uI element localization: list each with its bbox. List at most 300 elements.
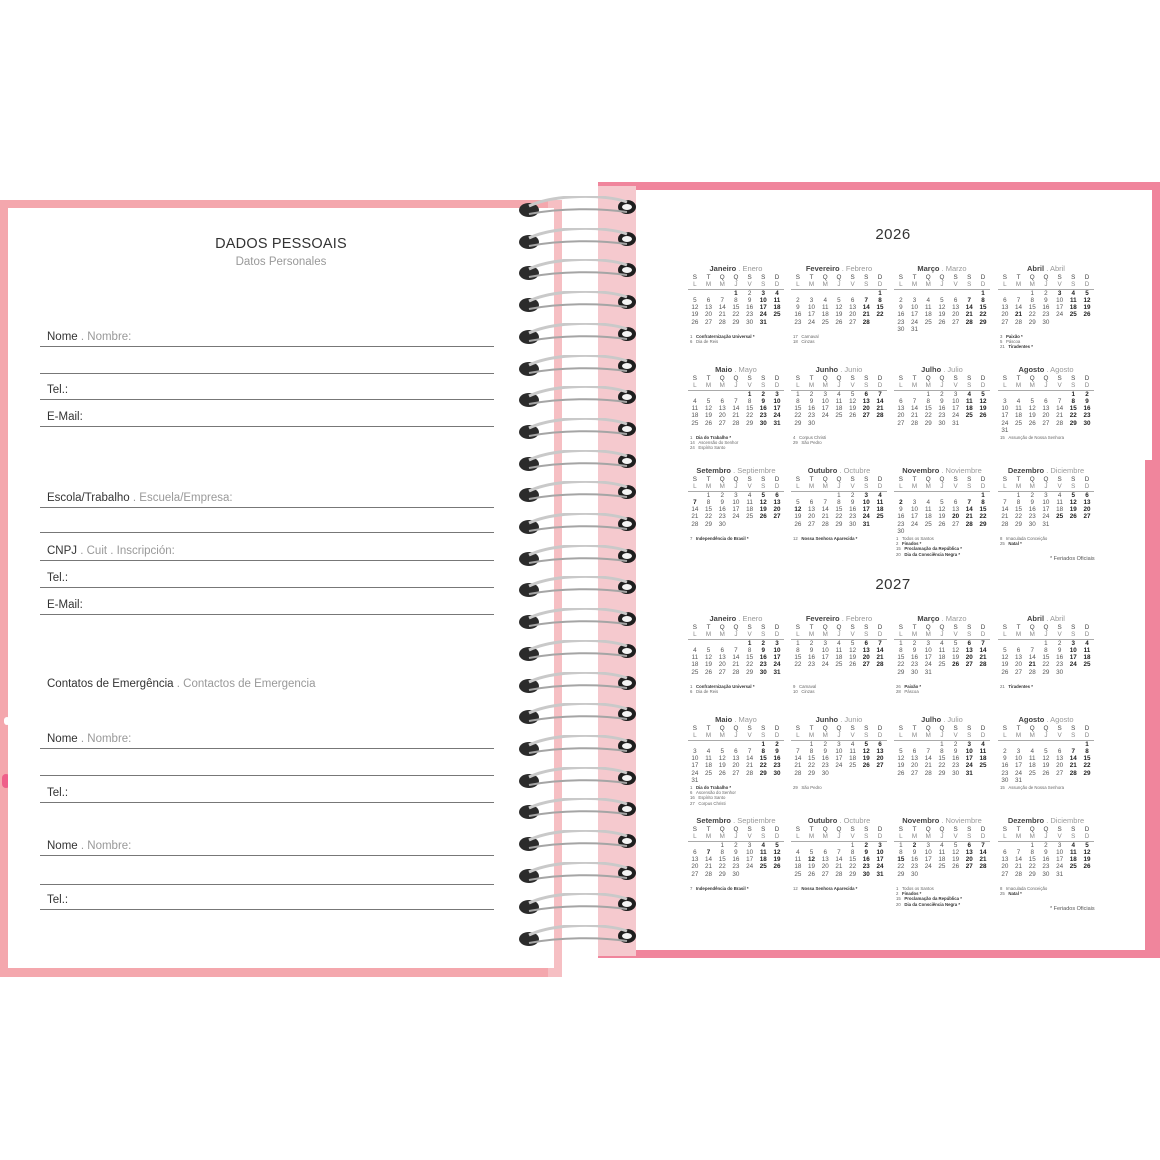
- day-cell[interactable]: 6: [693, 848, 697, 856]
- day-cell[interactable]: 4: [1030, 747, 1034, 755]
- day-cell[interactable]: 31: [1042, 520, 1050, 528]
- day-cell[interactable]: 4: [850, 740, 855, 748]
- day-cell[interactable]: 21: [821, 513, 829, 521]
- day-cell[interactable]: 5: [899, 747, 903, 755]
- day-cell[interactable]: 6: [878, 740, 882, 748]
- day-cell[interactable]: 25: [1015, 419, 1023, 427]
- day-cell[interactable]: 29: [1028, 318, 1036, 326]
- day-cell[interactable]: 30: [718, 520, 726, 528]
- day-cell[interactable]: 8: [981, 296, 985, 304]
- day-cell[interactable]: 16: [759, 654, 767, 662]
- day-cell[interactable]: 5: [850, 390, 855, 398]
- day-cell[interactable]: 2: [761, 390, 766, 398]
- day-cell[interactable]: 9: [747, 296, 752, 304]
- day-cell[interactable]: 15: [705, 506, 713, 514]
- day-cell[interactable]: 4: [837, 390, 841, 398]
- day-cell[interactable]: 15: [849, 856, 857, 864]
- day-cell[interactable]: 14: [821, 506, 829, 514]
- day-cell[interactable]: 23: [897, 318, 905, 326]
- day-cell[interactable]: 15: [746, 654, 754, 662]
- day-cell[interactable]: 23: [808, 661, 816, 669]
- day-cell[interactable]: 27: [691, 870, 699, 878]
- day-cell[interactable]: 29: [835, 520, 843, 528]
- day-cell[interactable]: 14: [1015, 856, 1023, 864]
- day-cell[interactable]: 29: [732, 318, 740, 326]
- day-cell[interactable]: 23: [1042, 311, 1050, 319]
- day-cell[interactable]: 26: [952, 661, 960, 669]
- day-cell[interactable]: 19: [952, 856, 960, 864]
- day-cell[interactable]: 1: [1016, 491, 1021, 499]
- day-cell[interactable]: 26: [759, 513, 767, 521]
- day-cell[interactable]: 8: [796, 397, 800, 405]
- day-cell[interactable]: 18: [938, 654, 946, 662]
- day-cell[interactable]: 28: [1028, 668, 1036, 676]
- day-cell[interactable]: 14: [1028, 654, 1036, 662]
- day-cell[interactable]: 26: [794, 520, 802, 528]
- day-cell[interactable]: 26: [691, 318, 699, 326]
- day-cell[interactable]: 26: [718, 769, 726, 777]
- day-cell[interactable]: 22: [746, 412, 754, 420]
- school-work-field-line-2[interactable]: [40, 532, 494, 533]
- day-cell[interactable]: 3: [809, 296, 814, 304]
- day-cell[interactable]: 15: [718, 856, 726, 864]
- day-cell[interactable]: 7: [747, 747, 752, 755]
- day-cell[interactable]: 18: [821, 311, 829, 319]
- day-cell[interactable]: 14: [965, 304, 973, 312]
- day-cell[interactable]: 18: [1028, 762, 1036, 770]
- day-cell[interactable]: 14: [691, 506, 699, 514]
- day-cell[interactable]: 21: [732, 412, 740, 420]
- day-cell[interactable]: 4: [693, 646, 697, 654]
- day-cell[interactable]: 3: [1016, 747, 1021, 755]
- day-cell[interactable]: 28: [862, 318, 870, 326]
- day-cell[interactable]: 22: [1083, 762, 1091, 770]
- day-cell[interactable]: 11: [821, 304, 829, 312]
- day-cell[interactable]: 4: [775, 289, 779, 297]
- day-cell[interactable]: 21: [1069, 762, 1077, 770]
- day-cell[interactable]: 23: [1083, 412, 1091, 420]
- day-cell[interactable]: 11: [965, 397, 973, 405]
- day-cell[interactable]: 7: [981, 841, 985, 849]
- day-cell[interactable]: 3: [1071, 639, 1076, 647]
- day-cell[interactable]: 7: [734, 646, 738, 654]
- day-cell[interactable]: 8: [899, 848, 903, 856]
- day-cell[interactable]: 19: [759, 506, 767, 514]
- day-cell[interactable]: 3: [693, 747, 697, 755]
- day-cell[interactable]: 3: [775, 639, 779, 647]
- day-cell[interactable]: 7: [837, 848, 841, 856]
- day-cell[interactable]: 17: [952, 405, 960, 413]
- day-cell[interactable]: 11: [938, 646, 946, 654]
- day-cell[interactable]: 21: [876, 654, 884, 662]
- day-cell[interactable]: 5: [1085, 841, 1089, 849]
- day-cell[interactable]: 14: [1069, 755, 1077, 763]
- day-cell[interactable]: 27: [773, 513, 781, 521]
- day-cell[interactable]: 1: [1085, 740, 1089, 748]
- day-cell[interactable]: 16: [759, 405, 767, 413]
- day-cell[interactable]: 27: [862, 661, 870, 669]
- day-cell[interactable]: 21: [979, 654, 987, 662]
- day-cell[interactable]: 30: [952, 769, 960, 777]
- day-cell[interactable]: 2: [796, 296, 800, 304]
- day-cell[interactable]: 19: [1083, 304, 1091, 312]
- day-cell[interactable]: 28: [924, 769, 932, 777]
- day-cell[interactable]: 11: [924, 304, 932, 312]
- day-cell[interactable]: 24: [924, 863, 932, 871]
- day-cell[interactable]: 1: [940, 740, 944, 748]
- day-cell[interactable]: 5: [761, 491, 766, 499]
- day-cell[interactable]: 18: [835, 405, 843, 413]
- day-cell[interactable]: 3: [823, 390, 827, 398]
- day-cell[interactable]: 10: [952, 397, 960, 405]
- day-cell[interactable]: 11: [794, 856, 802, 864]
- day-cell[interactable]: 26: [705, 668, 713, 676]
- day-cell[interactable]: 22: [1069, 412, 1077, 420]
- day-cell[interactable]: 4: [693, 397, 697, 405]
- day-cell[interactable]: 8: [899, 646, 903, 654]
- day-cell[interactable]: 13: [911, 755, 919, 763]
- day-cell[interactable]: 13: [1001, 304, 1009, 312]
- day-cell[interactable]: 29: [979, 520, 987, 528]
- day-cell[interactable]: 22: [924, 412, 932, 420]
- day-cell[interactable]: 28: [732, 419, 740, 427]
- day-cell[interactable]: 7: [693, 498, 697, 506]
- day-cell[interactable]: 31: [924, 668, 932, 676]
- day-cell[interactable]: 25: [746, 513, 754, 521]
- day-cell[interactable]: 17: [1069, 654, 1077, 662]
- day-cell[interactable]: 5: [706, 646, 711, 654]
- day-cell[interactable]: 4: [1085, 639, 1089, 647]
- day-cell[interactable]: 30: [897, 326, 905, 334]
- day-cell[interactable]: 5: [1044, 747, 1048, 755]
- day-cell[interactable]: 15: [979, 506, 987, 514]
- day-cell[interactable]: 13: [691, 856, 699, 864]
- day-cell[interactable]: 10: [773, 646, 781, 654]
- day-cell[interactable]: 3: [823, 639, 827, 647]
- day-cell[interactable]: 14: [1056, 405, 1064, 413]
- day-cell[interactable]: 11: [1083, 646, 1091, 654]
- day-cell[interactable]: 5: [1085, 289, 1089, 297]
- day-cell[interactable]: 20: [965, 856, 973, 864]
- day-cell[interactable]: 10: [911, 506, 919, 514]
- school-work-field[interactable]: [40, 488, 494, 508]
- day-cell[interactable]: 17: [821, 405, 829, 413]
- day-cell[interactable]: 22: [808, 762, 816, 770]
- day-cell[interactable]: 2: [720, 491, 724, 499]
- day-cell[interactable]: 6: [706, 296, 711, 304]
- day-cell[interactable]: 13: [862, 397, 870, 405]
- day-cell[interactable]: 5: [720, 747, 724, 755]
- day-cell[interactable]: 17: [862, 506, 870, 514]
- day-cell[interactable]: 4: [967, 390, 972, 398]
- day-cell[interactable]: 25: [1056, 513, 1064, 521]
- day-cell[interactable]: 11: [835, 646, 843, 654]
- day-cell[interactable]: 24: [808, 318, 816, 326]
- day-cell[interactable]: 28: [979, 863, 987, 871]
- day-cell[interactable]: 14: [835, 856, 843, 864]
- day-cell[interactable]: 20: [965, 654, 973, 662]
- day-cell[interactable]: 29: [794, 419, 802, 427]
- day-cell[interactable]: 9: [953, 747, 958, 755]
- day-cell[interactable]: 26: [979, 412, 987, 420]
- day-cell[interactable]: 21: [1015, 311, 1023, 319]
- day-cell[interactable]: 13: [1083, 498, 1091, 506]
- day-cell[interactable]: 8: [720, 848, 724, 856]
- day-cell[interactable]: 24: [773, 661, 781, 669]
- day-cell[interactable]: 3: [761, 289, 766, 297]
- day-cell[interactable]: 24: [821, 661, 829, 669]
- day-cell[interactable]: 21: [1028, 661, 1036, 669]
- day-cell[interactable]: 22: [759, 762, 767, 770]
- day-cell[interactable]: 19: [952, 654, 960, 662]
- day-cell[interactable]: 3: [967, 740, 972, 748]
- day-cell[interactable]: 16: [1083, 405, 1091, 413]
- day-cell[interactable]: 8: [850, 848, 855, 856]
- day-cell[interactable]: 4: [940, 841, 944, 849]
- day-cell[interactable]: 1: [796, 639, 800, 647]
- email-field[interactable]: [40, 407, 494, 427]
- day-cell[interactable]: 24: [1069, 661, 1077, 669]
- day-cell[interactable]: 8: [981, 498, 985, 506]
- day-cell[interactable]: 25: [938, 863, 946, 871]
- day-cell[interactable]: 28: [1015, 870, 1023, 878]
- day-cell[interactable]: 28: [911, 419, 919, 427]
- day-cell[interactable]: 5: [1030, 397, 1034, 405]
- day-cell[interactable]: 10: [732, 498, 740, 506]
- day-cell[interactable]: 1: [747, 390, 752, 398]
- day-cell[interactable]: 6: [1003, 296, 1007, 304]
- day-cell[interactable]: 9: [775, 747, 779, 755]
- day-cell[interactable]: 2: [1044, 289, 1048, 297]
- day-cell[interactable]: 18: [938, 856, 946, 864]
- day-cell[interactable]: 19: [849, 405, 857, 413]
- day-cell[interactable]: 2: [734, 841, 738, 849]
- day-cell[interactable]: 31: [952, 419, 960, 427]
- day-cell[interactable]: 25: [924, 318, 932, 326]
- day-cell[interactable]: 10: [965, 747, 973, 755]
- day-cell[interactable]: 3: [747, 841, 752, 849]
- day-cell[interactable]: 3: [912, 296, 917, 304]
- day-cell[interactable]: 16: [808, 405, 816, 413]
- day-cell[interactable]: 20: [691, 863, 699, 871]
- day-cell[interactable]: 7: [720, 296, 724, 304]
- day-cell[interactable]: 14: [924, 755, 932, 763]
- day-cell[interactable]: 26: [1042, 769, 1050, 777]
- emergency-name-field-2[interactable]: [40, 836, 494, 856]
- day-cell[interactable]: 20: [1083, 506, 1091, 514]
- day-cell[interactable]: 11: [835, 397, 843, 405]
- day-cell[interactable]: 28: [876, 412, 884, 420]
- day-cell[interactable]: 16: [794, 311, 802, 319]
- day-cell[interactable]: 22: [979, 513, 987, 521]
- day-cell[interactable]: 12: [1069, 498, 1077, 506]
- day-cell[interactable]: 16: [911, 856, 919, 864]
- day-cell[interactable]: 21: [794, 762, 802, 770]
- day-cell[interactable]: 17: [911, 311, 919, 319]
- day-cell[interactable]: 7: [706, 848, 711, 856]
- day-cell[interactable]: 28: [835, 870, 843, 878]
- day-cell[interactable]: 29: [1042, 668, 1050, 676]
- day-cell[interactable]: 12: [718, 755, 726, 763]
- day-cell[interactable]: 31: [1001, 427, 1009, 435]
- day-cell[interactable]: 25: [691, 668, 699, 676]
- day-cell[interactable]: 22: [897, 661, 905, 669]
- day-cell[interactable]: 30: [1028, 520, 1036, 528]
- day-cell[interactable]: 23: [897, 520, 905, 528]
- day-cell[interactable]: 24: [924, 661, 932, 669]
- day-cell[interactable]: 23: [808, 412, 816, 420]
- day-cell[interactable]: 16: [911, 654, 919, 662]
- day-cell[interactable]: 31: [876, 870, 884, 878]
- day-cell[interactable]: 29: [746, 419, 754, 427]
- day-cell[interactable]: 22: [746, 661, 754, 669]
- day-cell[interactable]: 12: [938, 304, 946, 312]
- day-cell[interactable]: 24: [876, 863, 884, 871]
- day-cell[interactable]: 12: [952, 646, 960, 654]
- day-cell[interactable]: 13: [849, 304, 857, 312]
- day-cell[interactable]: 12: [1083, 296, 1091, 304]
- day-cell[interactable]: 22: [849, 863, 857, 871]
- day-cell[interactable]: 31: [911, 326, 919, 334]
- day-cell[interactable]: 26: [862, 762, 870, 770]
- day-cell[interactable]: 25: [965, 412, 973, 420]
- day-cell[interactable]: 17: [876, 856, 884, 864]
- day-cell[interactable]: 8: [1044, 646, 1048, 654]
- day-cell[interactable]: 5: [796, 498, 800, 506]
- day-cell[interactable]: 14: [1015, 304, 1023, 312]
- day-cell[interactable]: 1: [899, 639, 903, 647]
- day-cell[interactable]: 14: [746, 755, 754, 763]
- day-cell[interactable]: 25: [1069, 863, 1077, 871]
- day-cell[interactable]: 18: [876, 506, 884, 514]
- day-cell[interactable]: 24: [1015, 769, 1023, 777]
- day-cell[interactable]: 29: [1069, 419, 1077, 427]
- day-cell[interactable]: 9: [912, 848, 917, 856]
- day-cell[interactable]: 5: [706, 397, 711, 405]
- day-cell[interactable]: 15: [794, 654, 802, 662]
- day-cell[interactable]: 9: [899, 304, 903, 312]
- day-cell[interactable]: 28: [691, 520, 699, 528]
- day-cell[interactable]: 25: [705, 769, 713, 777]
- day-cell[interactable]: 27: [718, 668, 726, 676]
- day-cell[interactable]: 19: [1083, 856, 1091, 864]
- day-cell[interactable]: 5: [981, 390, 985, 398]
- day-cell[interactable]: 20: [862, 405, 870, 413]
- day-cell[interactable]: 15: [1069, 405, 1077, 413]
- day-cell[interactable]: 31: [965, 769, 973, 777]
- day-cell[interactable]: 7: [967, 296, 972, 304]
- day-cell[interactable]: 1: [1030, 289, 1034, 297]
- day-cell[interactable]: 17: [808, 311, 816, 319]
- day-cell[interactable]: 18: [705, 762, 713, 770]
- day-cell[interactable]: 17: [1042, 506, 1050, 514]
- day-cell[interactable]: 26: [1083, 311, 1091, 319]
- day-cell[interactable]: 2: [1044, 841, 1048, 849]
- day-cell[interactable]: 27: [952, 520, 960, 528]
- day-cell[interactable]: 29: [897, 668, 905, 676]
- day-cell[interactable]: 19: [1001, 661, 1009, 669]
- day-cell[interactable]: 12: [862, 747, 870, 755]
- day-cell[interactable]: 20: [821, 863, 829, 871]
- day-cell[interactable]: 30: [746, 318, 754, 326]
- day-cell[interactable]: 14: [862, 304, 870, 312]
- day-cell[interactable]: 21: [705, 863, 713, 871]
- cnpj-field[interactable]: [40, 541, 494, 561]
- day-cell[interactable]: 4: [940, 639, 944, 647]
- day-cell[interactable]: 1: [720, 841, 724, 849]
- day-cell[interactable]: 9: [761, 646, 766, 654]
- day-cell[interactable]: 9: [1030, 498, 1034, 506]
- day-cell[interactable]: 12: [897, 755, 905, 763]
- day-cell[interactable]: 16: [732, 856, 740, 864]
- day-cell[interactable]: 22: [732, 311, 740, 319]
- day-cell[interactable]: 4: [1071, 289, 1076, 297]
- day-cell[interactable]: 4: [823, 296, 827, 304]
- day-cell[interactable]: 17: [1056, 304, 1064, 312]
- day-cell[interactable]: 4: [706, 747, 711, 755]
- day-cell[interactable]: 7: [1003, 498, 1007, 506]
- day-cell[interactable]: 20: [773, 506, 781, 514]
- day-cell[interactable]: 25: [1028, 769, 1036, 777]
- day-cell[interactable]: 23: [862, 863, 870, 871]
- day-cell[interactable]: 4: [796, 848, 800, 856]
- day-cell[interactable]: 3: [1003, 397, 1007, 405]
- day-cell[interactable]: 25: [1083, 661, 1091, 669]
- day-cell[interactable]: 19: [794, 513, 802, 521]
- day-cell[interactable]: 26: [952, 863, 960, 871]
- day-cell[interactable]: 3: [775, 390, 779, 398]
- day-cell[interactable]: 24: [1042, 513, 1050, 521]
- day-cell[interactable]: 31: [773, 419, 781, 427]
- day-cell[interactable]: 10: [911, 304, 919, 312]
- day-cell[interactable]: 17: [773, 654, 781, 662]
- day-cell[interactable]: 22: [876, 311, 884, 319]
- day-cell[interactable]: 17: [1001, 412, 1009, 420]
- day-cell[interactable]: 24: [773, 412, 781, 420]
- day-cell[interactable]: 13: [965, 848, 973, 856]
- day-cell[interactable]: 12: [808, 856, 816, 864]
- day-cell[interactable]: 3: [1057, 841, 1062, 849]
- day-cell[interactable]: 22: [718, 863, 726, 871]
- day-cell[interactable]: 30: [773, 769, 781, 777]
- day-cell[interactable]: 7: [967, 498, 972, 506]
- day-cell[interactable]: 9: [809, 646, 814, 654]
- day-cell[interactable]: 25: [924, 520, 932, 528]
- day-cell[interactable]: 10: [924, 646, 932, 654]
- day-cell[interactable]: 27: [1083, 513, 1091, 521]
- day-cell[interactable]: 21: [746, 762, 754, 770]
- day-cell[interactable]: 14: [1001, 506, 1009, 514]
- day-cell[interactable]: 15: [759, 755, 767, 763]
- day-cell[interactable]: 10: [1042, 498, 1050, 506]
- day-cell[interactable]: 30: [759, 668, 767, 676]
- day-cell[interactable]: 9: [1044, 296, 1048, 304]
- day-cell[interactable]: 22: [979, 311, 987, 319]
- day-cell[interactable]: 30: [1042, 870, 1050, 878]
- day-cell[interactable]: 21: [718, 311, 726, 319]
- day-cell[interactable]: 6: [775, 491, 779, 499]
- day-cell[interactable]: 21: [876, 405, 884, 413]
- day-cell[interactable]: 1: [734, 289, 738, 297]
- day-cell[interactable]: 29: [1083, 769, 1091, 777]
- day-cell[interactable]: 6: [1085, 491, 1089, 499]
- day-cell[interactable]: 10: [773, 397, 781, 405]
- day-cell[interactable]: 24: [911, 520, 919, 528]
- day-cell[interactable]: 28: [794, 769, 802, 777]
- day-cell[interactable]: 1: [761, 740, 766, 748]
- day-cell[interactable]: 14: [965, 506, 973, 514]
- day-cell[interactable]: 26: [938, 520, 946, 528]
